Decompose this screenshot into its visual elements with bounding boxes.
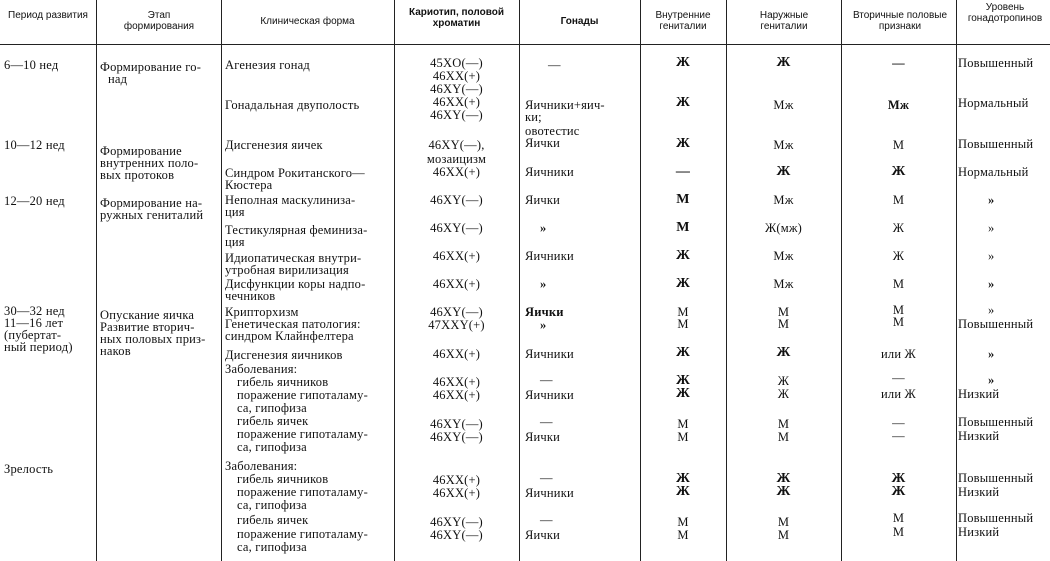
level-cell: » [988, 347, 995, 361]
header-stage: Этап формирования [123, 10, 195, 32]
gonads-cell: Яички [525, 136, 561, 150]
level-cell: » [988, 221, 995, 235]
period-cell: 11—16 лет [4, 316, 64, 330]
external-cell: Ж(мж) [764, 221, 803, 235]
stage-cell: ных половых приз- [100, 332, 206, 346]
form-cell: са, гипофиза [237, 401, 307, 415]
form-cell: Дисгенезия яичек [225, 138, 323, 152]
form-cell: Синдром Рокитанского— [225, 166, 365, 180]
gonads-cell: Яичники [525, 486, 574, 500]
secondary-cell: Ж [892, 221, 905, 235]
stage-cell: вых протоков [100, 168, 175, 182]
gonads-cell: — [540, 373, 553, 387]
column-divider [519, 0, 520, 561]
form-cell: Неполная маскулиниза- [225, 193, 356, 207]
secondary-cell: М [892, 277, 905, 291]
form-cell: са, гипофиза [237, 440, 307, 454]
form-cell: поражение гипоталаму- [237, 527, 368, 541]
header-secondary: Вторичные половые признаки [852, 10, 948, 32]
gonads-cell: Яичники [525, 388, 574, 402]
internal-cell: М [677, 417, 689, 431]
gonads-cell: овотестис [525, 124, 580, 138]
period-cell: Зрелость [4, 462, 54, 476]
period-cell: ный период) [4, 340, 73, 354]
karyotype-cell: 46XY(—) [430, 515, 483, 529]
column-divider [221, 0, 222, 561]
internal-cell: Ж [675, 373, 691, 388]
karyotype-cell: мозаицизм [426, 152, 487, 166]
external-cell: Мж [773, 193, 794, 207]
karyotype-cell: 46XY(—) [430, 82, 483, 96]
internal-cell: М [677, 515, 689, 529]
karyotype-cell: 46XX(+) [432, 165, 481, 179]
gonads-cell: Яичники+яич- [525, 98, 605, 112]
internal-cell: М [677, 528, 689, 542]
form-cell: Кюстера [225, 178, 273, 192]
header-level: Уровень гонадотропинов [967, 2, 1043, 24]
secondary-cell: Ж [891, 164, 906, 179]
form-cell: Заболевания: [225, 459, 298, 473]
internal-cell: М [676, 220, 690, 235]
form-cell: Идиопатическая внутри- [225, 251, 362, 265]
header-karyotype: Кариотип, половой хроматин [408, 7, 505, 29]
secondary-cell: М [892, 303, 905, 317]
form-cell: Дисгенезия яичников [225, 348, 343, 362]
gonads-cell: Яичники [525, 249, 574, 263]
stage-cell: Формирование на- [100, 196, 203, 210]
external-cell: Мж [773, 138, 794, 152]
gonads-cell: Яички [525, 193, 561, 207]
gonads-cell: ки; [525, 110, 542, 124]
karyotype-cell: 46XX(+) [432, 486, 481, 500]
karyotype-cell: 46XX(+) [432, 473, 481, 487]
secondary-cell: Ж [891, 471, 906, 486]
level-cell: Повышенный [958, 56, 1034, 70]
stage-cell: Формирование [100, 144, 182, 158]
period-cell: (пубертат- [4, 328, 62, 342]
stage-cell: Развитие вторич- [100, 320, 195, 334]
karyotype-cell: 46XX(+) [432, 277, 481, 291]
form-cell: Тестикулярная феминиза- [225, 223, 368, 237]
secondary-cell: или Ж [881, 387, 916, 401]
internal-cell: Ж [675, 248, 691, 263]
external-cell: Мж [773, 98, 794, 112]
karyotype-cell: 46XX(+) [432, 69, 481, 83]
internal-cell: Ж [675, 484, 691, 499]
external-cell: Мж [773, 249, 794, 263]
internal-cell: Ж [675, 55, 691, 70]
internal-cell: Ж [675, 386, 691, 401]
level-cell: Низкий [958, 525, 1000, 539]
period-cell: 6—10 нед [4, 58, 59, 72]
internal-cell: М [677, 430, 689, 444]
karyotype-cell: 46XY(—), [428, 138, 485, 152]
external-cell: М [777, 305, 790, 319]
external-cell: М [777, 417, 790, 431]
secondary-cell: М [892, 511, 905, 525]
level-cell: » [988, 373, 995, 387]
internal-cell: М [676, 192, 690, 207]
form-cell: гибель яичников [237, 375, 329, 389]
header-gonads: Гонады [560, 16, 599, 27]
secondary-cell: Ж [891, 484, 906, 499]
internal-cell: Ж [675, 95, 691, 110]
form-cell: Агенезия гонад [225, 58, 310, 72]
stage-cell: внутренних поло- [100, 156, 199, 170]
external-cell: М [777, 515, 790, 529]
karyotype-cell: 46XY(—) [430, 417, 483, 431]
karyotype-cell: 46XX(+) [432, 249, 481, 263]
form-cell: ция [225, 205, 245, 219]
form-cell: са, гипофиза [237, 498, 307, 512]
level-cell: Повышенный [958, 137, 1034, 151]
secondary-cell: М [892, 525, 905, 539]
gonads-cell: — [540, 415, 553, 429]
secondary-cell: — [892, 429, 905, 443]
level-cell: Низкий [958, 429, 1000, 443]
level-cell: Низкий [958, 387, 1000, 401]
gonads-cell: Яичники [525, 347, 574, 361]
internal-cell: Ж [675, 276, 691, 291]
form-cell: гибель яичек [237, 414, 309, 428]
external-cell: Мж [773, 277, 794, 291]
external-cell: М [777, 317, 790, 331]
level-cell: Нормальный [958, 165, 1029, 179]
column-divider [956, 0, 957, 561]
form-cell: чечников [225, 289, 276, 303]
secondary-cell: М [892, 138, 905, 152]
karyotype-cell: 47XXY(+) [428, 318, 485, 332]
header-external: Наружные гениталии [759, 10, 809, 32]
level-cell: Повышенный [958, 317, 1034, 331]
column-divider [96, 0, 97, 561]
period-cell: 12—20 нед [4, 194, 65, 208]
external-cell: Ж [776, 484, 791, 499]
gonads-cell: — [548, 58, 561, 72]
internal-cell: Ж [675, 136, 691, 151]
secondary-cell: М [892, 315, 905, 329]
karyotype-cell: 46XX(+) [432, 347, 481, 361]
level-cell: Нормальный [958, 96, 1029, 110]
form-cell: са, гипофиза [237, 540, 307, 554]
level-cell: Повышенный [958, 511, 1034, 525]
karyotype-cell: 46XY(—) [430, 430, 483, 444]
external-cell: Ж [776, 55, 791, 70]
external-cell: М [777, 430, 790, 444]
form-cell: поражение гипоталаму- [237, 388, 368, 402]
karyotype-cell: 46XX(+) [432, 95, 481, 109]
karyotype-cell: 46XY(—) [430, 193, 483, 207]
secondary-cell: Ж [892, 249, 905, 263]
stage-cell: Опускание яичка [100, 308, 195, 322]
form-cell: поражение гипоталаму- [237, 427, 368, 441]
karyotype-cell: 46XX(+) [432, 388, 481, 402]
secondary-cell: — [892, 371, 905, 385]
form-cell: синдром Клайнфелтера [225, 329, 354, 343]
form-cell: ция [225, 235, 245, 249]
karyotype-cell: 46XY(—) [430, 108, 483, 122]
header-period: Период развития [8, 10, 88, 21]
gonads-cell: — [540, 513, 553, 527]
form-cell: поражение гипоталаму- [237, 485, 368, 499]
internal-cell: Ж [675, 471, 691, 486]
internal-cell: Ж [675, 345, 691, 360]
stage-cell: над [108, 72, 128, 86]
gonads-cell: » [540, 221, 547, 235]
form-cell: утробная вирилизация [225, 263, 349, 277]
external-cell: Ж [777, 387, 790, 401]
level-cell: » [988, 277, 995, 291]
karyotype-cell: 46XY(—) [430, 305, 483, 319]
external-cell: М [777, 528, 790, 542]
level-cell: Повышенный [958, 471, 1034, 485]
external-cell: Ж [776, 164, 791, 179]
karyotype-cell: 46XX(+) [432, 375, 481, 389]
gonads-cell: Яички [525, 305, 564, 319]
internal-cell: М [677, 305, 689, 319]
level-cell: Повышенный [958, 415, 1034, 429]
internal-cell: М [677, 317, 689, 331]
stage-cell: ружных гениталий [100, 208, 204, 222]
secondary-cell: — [892, 56, 905, 70]
form-cell: гибель яичек [237, 513, 309, 527]
form-cell: Заболевания: [225, 362, 298, 376]
form-cell: Дисфункции коры надпо- [225, 277, 366, 291]
header-internal: Внутренние гениталии [655, 10, 711, 32]
gonads-cell: Яички [525, 430, 561, 444]
form-cell: Крипторхизм [225, 305, 299, 319]
gonads-cell: » [540, 318, 547, 332]
form-cell: Гонадальная двуполость [225, 98, 360, 112]
stage-cell: Формирование го- [100, 60, 202, 74]
secondary-cell: или Ж [881, 347, 916, 361]
period-cell: 10—12 нед [4, 138, 65, 152]
level-cell: » [988, 249, 995, 263]
header-form: Клиническая форма [260, 16, 355, 27]
header-rule [0, 44, 1050, 45]
gonads-cell: » [540, 277, 547, 291]
form-cell: гибель яичников [237, 472, 329, 486]
level-cell: » [988, 303, 995, 317]
form-cell: Генетическая патология: [225, 317, 361, 331]
karyotype-cell: 46XY(—) [430, 528, 483, 542]
karyotype-cell: 46XY(—) [430, 221, 483, 235]
karyotype-cell: 45XO(—) [430, 56, 483, 70]
gonads-cell: — [540, 471, 553, 485]
gonads-cell: Яички [525, 528, 561, 542]
level-cell: Низкий [958, 485, 1000, 499]
level-cell: » [988, 193, 995, 207]
gonads-cell: Яичники [525, 165, 574, 179]
external-cell: Ж [776, 345, 791, 360]
external-cell: Ж [777, 374, 790, 388]
external-cell: Ж [776, 471, 791, 486]
period-cell: 30—32 нед [4, 304, 65, 318]
secondary-cell: М [892, 193, 905, 207]
secondary-cell: Мж [887, 98, 910, 112]
internal-cell: — [675, 164, 691, 179]
secondary-cell: — [892, 416, 905, 430]
stage-cell: наков [100, 344, 131, 358]
